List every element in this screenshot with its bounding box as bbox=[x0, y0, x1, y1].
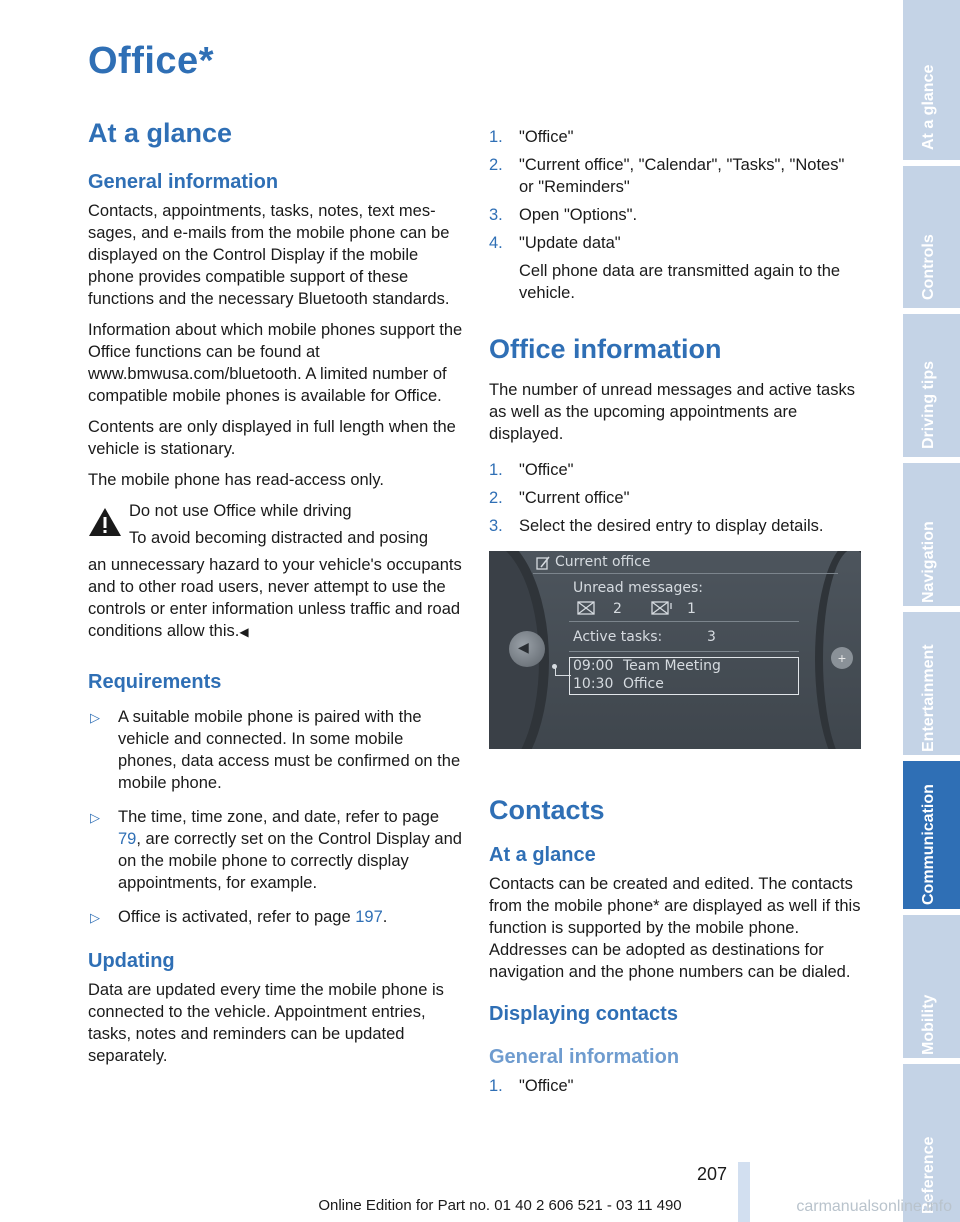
appointment-time: 09:00 bbox=[573, 658, 614, 674]
page-number: 207 bbox=[697, 1164, 728, 1184]
heading-general-information: General information bbox=[88, 171, 279, 193]
tab-entertainment[interactable]: Entertainment bbox=[903, 612, 960, 755]
divider bbox=[569, 621, 799, 622]
heading-displaying-contacts: Displaying contacts bbox=[489, 1003, 678, 1025]
paragraph: Data are updated every time the mobile phone is connected to the vehicle. Appointment entries, tasks, notes and reminders can be updated separately. bbox=[88, 981, 444, 1065]
watermark: carmanualsonline.info bbox=[796, 1198, 952, 1215]
active-tasks-count: 3 bbox=[707, 629, 716, 645]
email-icon bbox=[651, 601, 673, 615]
heading-updating: Updating bbox=[88, 950, 175, 972]
list-item: 2. "Current office" bbox=[489, 489, 630, 507]
paragraph: The number of unread messages and active tasks as well as the upcoming appointments are displayed. bbox=[489, 381, 855, 443]
triangle-bullet-icon: ▷ bbox=[90, 710, 100, 725]
warning-title: Do not use Office while driving bbox=[129, 502, 352, 520]
plus-icon: + bbox=[831, 647, 853, 669]
page-link-197[interactable]: 197 bbox=[355, 908, 383, 926]
paragraph: The mobile phone has read-access only. bbox=[88, 471, 384, 489]
heading-contacts: Contacts bbox=[489, 795, 605, 825]
paragraph: Contacts, appointments, tasks, notes, text messages, and e-mails from the mobile phone can be displayed on the Control Display if the mobile phone provides compatible support of these functions and the necessary Bluetooth standards. bbox=[88, 202, 450, 308]
tab-at-a-glance[interactable]: At a glance bbox=[903, 0, 960, 160]
end-mark-icon: ◀ bbox=[239, 625, 249, 639]
contacts-steps-list bbox=[489, 1075, 861, 1097]
list-item: ▷ The time, time zone, and date, refer to page 79, are correctly set on the Control Display and on the mobile phone to correctly display appointments, for example. bbox=[90, 808, 462, 892]
triangle-bullet-icon: ▷ bbox=[90, 810, 100, 825]
page-link-79[interactable]: 79 bbox=[118, 830, 137, 848]
unread-count: 2 bbox=[613, 601, 622, 617]
chapter-tab-bar bbox=[903, 0, 960, 1222]
triangle-bullet-icon: ▷ bbox=[90, 910, 100, 925]
warning-triangle-icon bbox=[88, 506, 122, 538]
appointment-title: Team Meeting bbox=[623, 658, 721, 674]
list-item: 3. Select the desired entry to display details. bbox=[489, 517, 824, 535]
list-item: ▷ Office is activated, refer to page 197. bbox=[88, 906, 464, 928]
list-item: 2. "Current office", "Calendar", "Tasks", "Notes" or "Reminders" bbox=[489, 156, 845, 196]
appointment-time: 10:30 bbox=[573, 676, 614, 692]
list-item: ▷ A suitable mobile phone is paired with the vehicle and connected. In some mobile phones, data access must be confirmed on the mobile phone. bbox=[90, 708, 461, 792]
list-item: 1. "Office" bbox=[489, 128, 574, 146]
page-title: Office* bbox=[88, 40, 214, 82]
tab-driving-tips[interactable]: Driving tips bbox=[903, 314, 960, 457]
appointment-title: Office bbox=[623, 676, 664, 692]
tab-reference[interactable]: Reference bbox=[903, 1064, 960, 1222]
screen-header: Current office bbox=[555, 554, 651, 570]
list-item: 1. "Office" bbox=[489, 1077, 574, 1095]
divider bbox=[533, 573, 838, 574]
tab-navigation[interactable]: Navigation bbox=[903, 463, 960, 606]
list-item: 4. "Update data" Cell phone data are transmitted again to the vehicle. bbox=[489, 234, 841, 302]
warning-block bbox=[88, 500, 464, 643]
tab-mobility[interactable]: Mobility bbox=[903, 915, 960, 1058]
left-column bbox=[88, 118, 464, 1076]
requirements-list bbox=[88, 706, 464, 928]
heading-general-information: General information bbox=[489, 1046, 680, 1068]
paragraph: Contents are only displayed in full length when the vehicle is stationary. bbox=[88, 418, 456, 458]
tab-communication[interactable]: Communication bbox=[903, 761, 960, 909]
heading-office-information: Office information bbox=[489, 334, 722, 364]
divider bbox=[569, 651, 799, 652]
office-icon bbox=[535, 555, 551, 571]
unread-label: Unread messages: bbox=[573, 580, 704, 596]
warning-line: To avoid becoming distracted and posing bbox=[129, 529, 429, 547]
right-column bbox=[489, 126, 861, 1103]
list-item: 1. "Office" bbox=[489, 461, 574, 479]
arrow-left-icon: ◀ bbox=[518, 639, 529, 655]
heading-requirements: Requirements bbox=[88, 671, 222, 693]
footer-edition: Online Edition for Part no. 01 40 2 606 521 - 03 11 490 bbox=[318, 1197, 682, 1214]
heading-at-a-glance: At a glance bbox=[88, 118, 233, 148]
paragraph: Information about which mobile phones support the Office functions can be found at www.bmwusa.com/bluetooth. A limited number of compatible mobile phones is available for Office. bbox=[88, 321, 463, 405]
warning-body: an unnecessary hazard to your vehicle's occupants and to other road users, never attempt to use the controls or enter information unless traffic and road conditions allow this. bbox=[88, 556, 462, 640]
update-steps-list bbox=[489, 126, 861, 304]
office-info-steps-list bbox=[489, 459, 861, 537]
unread-count: 1 bbox=[687, 601, 696, 617]
control-display-screenshot bbox=[489, 551, 861, 749]
list-item: 3. Open "Options". bbox=[489, 206, 638, 224]
active-tasks-label: Active tasks: bbox=[573, 629, 663, 645]
tab-controls[interactable]: Controls bbox=[903, 166, 960, 308]
envelope-icon bbox=[577, 601, 595, 615]
paragraph: Contacts can be created and edited. The contacts from the mobile phone* are displayed as well if this function is supported by the mobile phone. Addresses can be adopted as destinations for navigation and the phone numbers can be dialed. bbox=[489, 875, 861, 981]
heading-contacts-at-a-glance: At a glance bbox=[489, 844, 596, 866]
